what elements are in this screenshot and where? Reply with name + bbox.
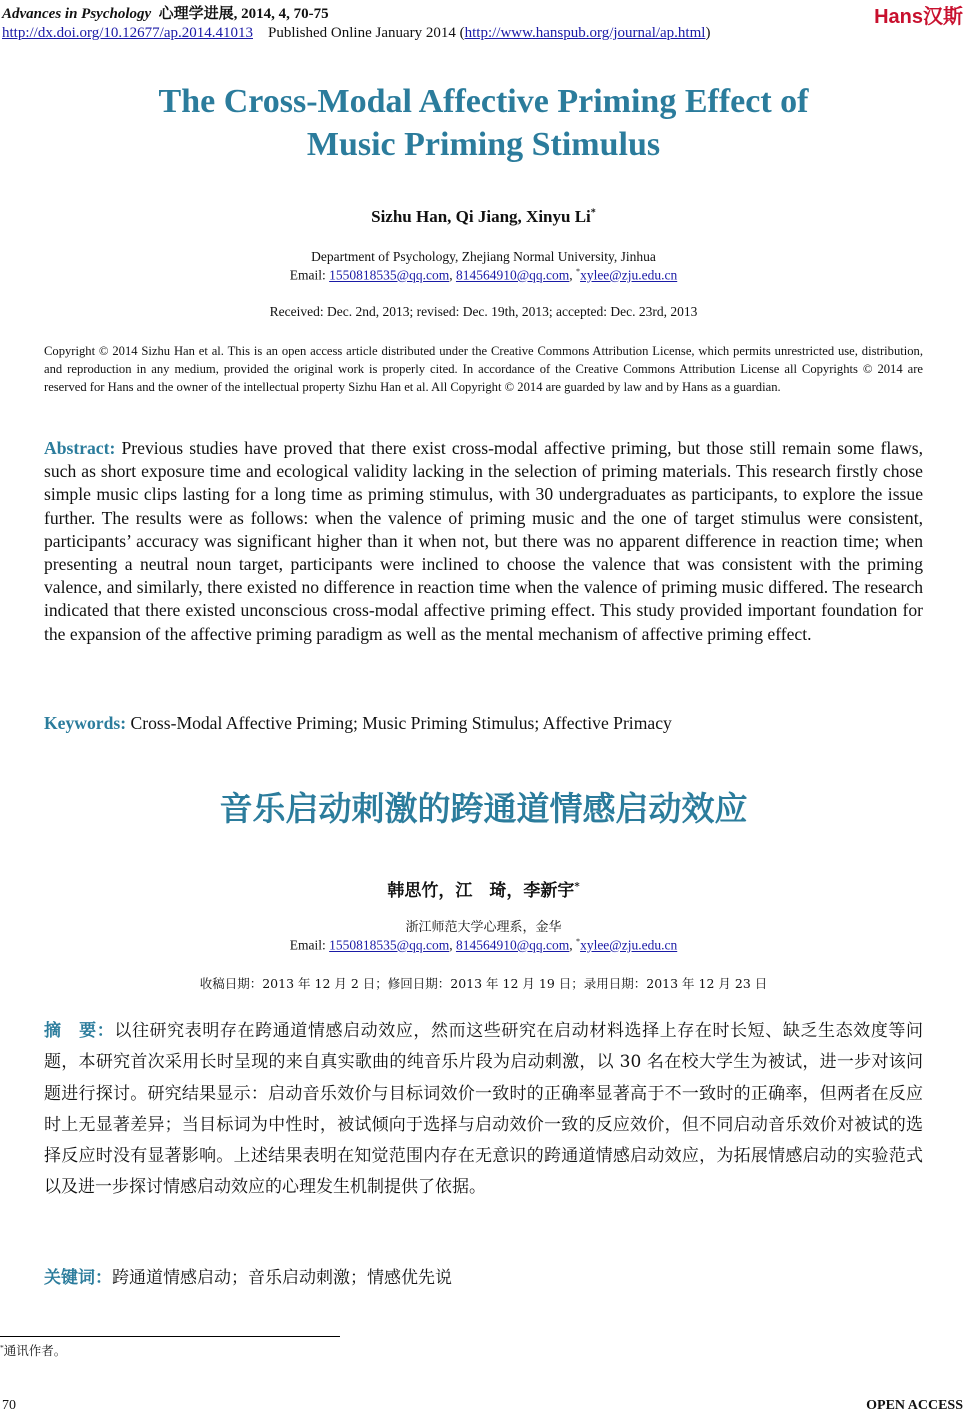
paren: ) (705, 25, 711, 41)
hans-logo (874, 0, 963, 29)
cn-abstract-text: 以往研究表明存在跨通道情感启动效应，然而这些研究在启动材料选择上存在时长短、缺乏生态效度等问题，本研究首次采用长时呈现的来自真实歌曲的纯音乐片段为启动刺激，以 30 名在校大学生为被试，进一步对该问题进行探讨。研究结果显示：启动音乐效价与目标词效价一致时的正确率显著高于不一致时的正确率，但两者在反应时上无显著差异；当目标词为中性时，被试倾向于选择与启动效价一致的反应效价，但不同启动音乐效价对被试的选择反应时没有显著影响。上述结果表明在知觉范围内存在无意识的跨通道情感启动效应，为拓展情感启动的实验范式以及进一步探讨情感启动效应的心理发生机制提供了依据。 (44, 1021, 924, 1198)
abstract (44, 437, 923, 646)
cn-authors (0, 876, 967, 901)
cn-keywords (44, 1263, 452, 1288)
cn-email-label: Email: (289, 937, 330, 953)
authors (0, 207, 967, 227)
footnote-mark: * (0, 1342, 4, 1352)
open-access-label: OPEN ACCESS (866, 1398, 963, 1413)
received-dates: Received: Dec. 2nd, 2013; revised: Dec. 19th, 2013; accepted: Dec. 23rd, 2013 (269, 304, 698, 319)
cn-emails: Email: 1550818535@qq.com, 814564910@qq.com, *xylee@zju.edu.cn (289, 937, 678, 953)
cn-affiliation: 浙江师范大学心理系，金华 (405, 920, 562, 935)
keywords-label: Keywords: (44, 713, 127, 733)
page-number: 70 (2, 1398, 16, 1413)
email-link-3[interactable]: xylee@zju.edu.cn (580, 267, 678, 283)
logo-cn: 汉斯 (923, 6, 963, 28)
author-names: Sizhu Han, Qi Jiang, Xinyu Li (371, 207, 591, 226)
email-link-2[interactable]: 814564910@qq.com (455, 267, 570, 283)
footnote (0, 1341, 66, 1359)
published-text: Published Online January 2014 ( (267, 25, 465, 41)
cn-keywords-text: 跨通道情感启动；音乐启动刺激；情感优先说 (112, 1268, 452, 1288)
cn-author-names: 韩思竹，江 琦，李新宇 (387, 881, 575, 901)
cn-dates: 收稿日期：2013 年 12 月 2 日；修回日期：2013 年 12 月 19 日；录用日期：2013 年 12 月 23 日 (199, 976, 768, 991)
keywords-text: Cross-Modal Affective Priming; Music Priming Stimulus; Affective Primacy (130, 713, 672, 733)
abstract-text: Previous studies have proved that there exist cross-modal affective priming, but those still remain some flaws, such as short exposure time and ecological validity lacking in the selection of priming materials. This research firstly chose simple music clips lasting for a long time as priming stimulus, with 30 undergraduates as participants, to explore the issue further. The results were as follows: when the valence of priming music and the one of target stimulus were consistent, participants’ accuracy was significant higher than it when not, but there was no apparent difference in reaction time; when presenting a neutral noun target, participants were inclined to choose the valence that was consistent with the priming valence, and similarly, there existed no difference in reaction time when the valence of priming music differed. The research indicated that there existed unconscious cross-modal affective priming effect. This study provided important foundation for the expansion of the affective priming paradigm as well as the mental mechanism of affective priming effect. (44, 438, 923, 644)
cn-keywords-label: 关键词： (44, 1268, 112, 1288)
journal-url-link[interactable]: http://www.hanspub.org/journal/ap.html (464, 25, 706, 41)
footnote-rule (0, 1336, 340, 1337)
copyright-notice: Copyright © 2014 Sizhu Han et al. This is an open access article distributed under the Creative Commons Attribution License, which permits unrestricted use, distribution, and reproduction in any medium, provided the original work is properly cited. In accordance of the Creative Commons Attribution License all Copyrights © 2014 are reserved for Hans and the owner of the intellectual property Sizhu Han et al. All Copyright © 2014 are guarded by law and by Hans as a guardian. (44, 344, 923, 394)
emails: Email: 1550818535@qq.com, 814564910@qq.com, *xylee@zju.edu.cn (289, 267, 678, 283)
title-line-2: Music Priming Stimulus (306, 126, 661, 163)
abstract-label: Abstract: (44, 438, 116, 458)
journal-name: Advances in Psychology (2, 6, 152, 22)
keywords (44, 713, 672, 734)
corresponding-mark: * (590, 207, 596, 219)
cn-title: 音乐启动刺激的跨通道情感启动效应 (219, 789, 748, 828)
affiliation: Department of Psychology, Zhejiang Normal University, Jinhua (311, 249, 656, 264)
doi-line (2, 25, 710, 42)
journal-header (2, 2, 329, 23)
cn-email-link-2[interactable]: 814564910@qq.com (455, 937, 570, 953)
cn-email-link-1[interactable]: 1550818535@qq.com (329, 937, 450, 953)
title-line-1: The Cross-Modal Affective Priming Effect of (158, 83, 809, 120)
footnote-text: 通讯作者。 (3, 1343, 67, 1358)
doi-link[interactable]: http://dx.doi.org/10.12677/ap.2014.41013 (2, 25, 253, 41)
logo-text: Hans (874, 6, 923, 28)
email-label: Email: (289, 267, 330, 283)
cn-corresponding-mark: * (574, 880, 580, 893)
journal-citation: 心理学进展, 2014, 4, 70-75 (158, 6, 329, 22)
email-link-1[interactable]: 1550818535@qq.com (329, 267, 450, 283)
cn-email-link-3[interactable]: xylee@zju.edu.cn (580, 937, 678, 953)
cn-abstract (44, 1016, 923, 1204)
paper-title (0, 80, 967, 166)
cn-abstract-label: 摘 要： (44, 1021, 115, 1041)
